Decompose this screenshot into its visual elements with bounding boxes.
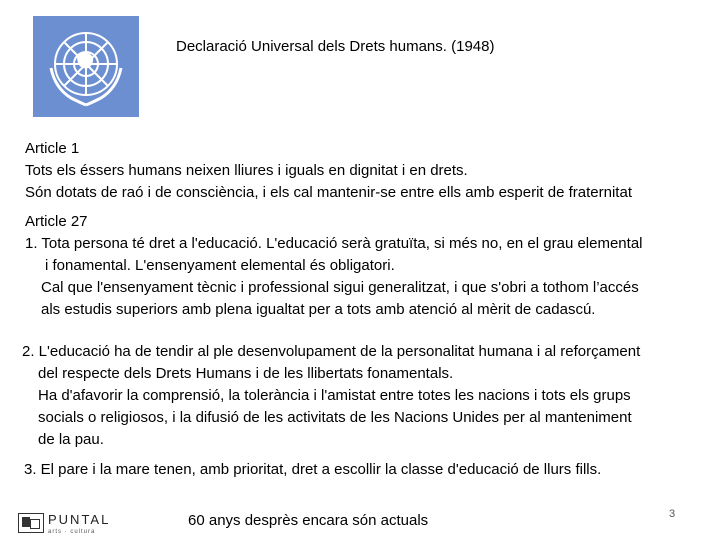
puntal-logo-icon: [18, 513, 44, 533]
article-27-p1-line: 1. Tota persona té dret a l'educació. L'educació serà gratuïta, si més no, en el grau elemental: [25, 235, 643, 252]
puntal-logo: [18, 510, 128, 536]
article-27-p2-line: 2. L'educació ha de tendir al ple desenvolupament de la personalitat humana i al reforçament: [22, 343, 641, 360]
puntal-logo-subtext: arts · cultura: [48, 529, 96, 535]
article-27-p2-line: del respecte dels Drets Humans i de les llibertats fonamentals.: [38, 365, 454, 382]
article-27-p2-line: de la pau.: [38, 431, 104, 448]
article-1-line: Són dotats de raó i de consciència, i els cal mantenir-se entre ells amb esperit de fraternitat: [25, 184, 632, 201]
united-nations-emblem-icon: [33, 16, 139, 117]
article-27-p3-line: 3. El pare i la mare tenen, amb prioritat, dret a escollir la classe d'educació de llurs fills.: [24, 461, 602, 478]
article-27-p2-line: socials o religiosos, i la difusió de les activitats de les Nacions Unides per al manteniment: [38, 409, 632, 426]
article-27-paragraph-2: [22, 341, 712, 451]
article-27-p1-line: i fonamental. L'ensenyament elemental és obligatori.: [45, 257, 395, 274]
article-27: [25, 211, 715, 321]
page-number: 3: [669, 508, 676, 520]
article-27-heading: Article 27: [25, 213, 88, 230]
article-1-heading: Article 1: [25, 140, 80, 157]
puntal-logo-text: PUNTAL: [48, 512, 111, 527]
footer-caption: 60 anys desprès encara són actuals: [188, 512, 429, 529]
article-27-p1-line: Cal que l'ensenyament tècnic i professional sigui generalitzat, i que s'obri a tothom l’accés: [41, 279, 639, 296]
article-27-p2-line: Ha d'afavorir la comprensió, la tolerància i l'amistat entre totes les nacions i tots els grups: [38, 387, 631, 404]
article-1: [25, 138, 715, 204]
article-27-p1-line: als estudis superiors amb plena igualtat per a tots amb atenció al mèrit de cadascú.: [41, 301, 596, 318]
article-1-line: Tots els éssers humans neixen lliures i iguals en dignitat i en drets.: [25, 162, 468, 179]
un-logo: [33, 16, 139, 117]
document-title: Declaració Universal dels Drets humans. (1948): [176, 38, 495, 55]
article-27-paragraph-3: [24, 459, 714, 481]
